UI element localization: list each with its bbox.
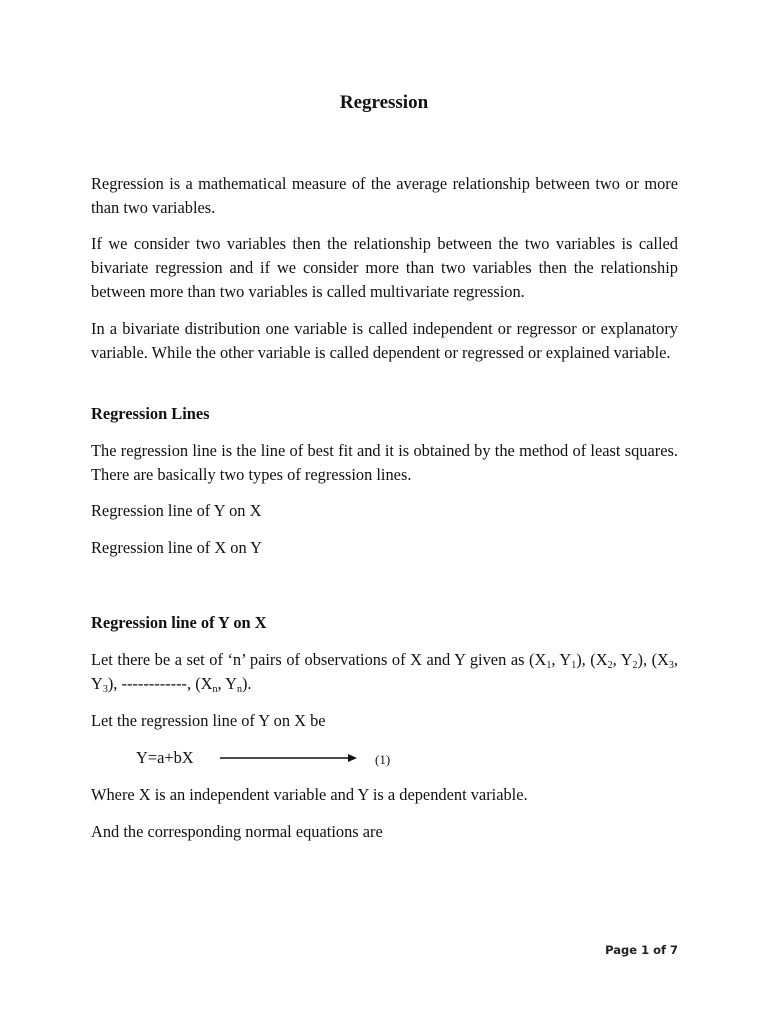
regression-equation: Y=a+bX [136,748,194,767]
regression-line-item-x-on-y: Regression line of X on Y [91,538,263,557]
observation-pairs-paragraph [91,648,678,696]
equation-number: (1) [375,752,391,767]
subscript: n [212,684,218,695]
section1-paragraph: The regression line is the line of best fit and it is obtained by the method of least squares. There are basically two types of regression lines. [91,441,678,484]
intro-paragraph-2: If we consider two variables then the relationship between the two variables is called bivariate regression and if we consider more than two variables then the relationship between more than two variables is called multivariate regression. [91,234,678,301]
subscript: 2 [632,660,638,671]
subscript: 3 [668,660,674,671]
normal-equations-paragraph: And the corresponding normal equations are [91,822,383,841]
pairs-text: ), ------------, (X [107,674,213,693]
subscript: 2 [607,660,613,671]
right-arrow-icon [220,750,358,766]
pairs-text: , Y [551,650,572,669]
subscript: 3 [102,684,108,695]
pairs-text: Let there be a set of ‘n’ pairs of observations of X and Y given as (X [91,650,547,669]
equation-row [136,746,436,770]
let-regression-line: Let the regression line of Y on X be [91,711,326,730]
regression-line-item-y-on-x: Regression line of Y on X [91,501,262,520]
pairs-text: ). [241,674,252,693]
page-number-footer: Page 1 of 7 [605,943,678,957]
pairs-text: , Y [217,674,237,693]
intro-paragraph-3: In a bivariate distribution one variable is called independent or regressor or explanatory variable. While the other variable is called dependent or regressed or explained variable. [91,319,678,362]
pairs-text: , Y [612,650,633,669]
pairs-text: ), (X [576,650,608,669]
subscript: 1 [571,660,577,671]
subscript: 1 [546,660,552,671]
subscript: n [236,684,242,695]
where-paragraph: Where X is an independent variable and Y is a dependent variable. [91,785,528,804]
section-heading-y-on-x: Regression line of Y on X [91,613,267,632]
pairs-text: ), (X [637,650,669,669]
pairs-text: , Y [91,650,678,693]
section-heading-regression-lines: Regression Lines [91,404,210,423]
intro-paragraph-1: Regression is a mathematical measure of the average relationship between two or more than two variables. [91,174,678,217]
page-title: Regression [339,92,429,113]
